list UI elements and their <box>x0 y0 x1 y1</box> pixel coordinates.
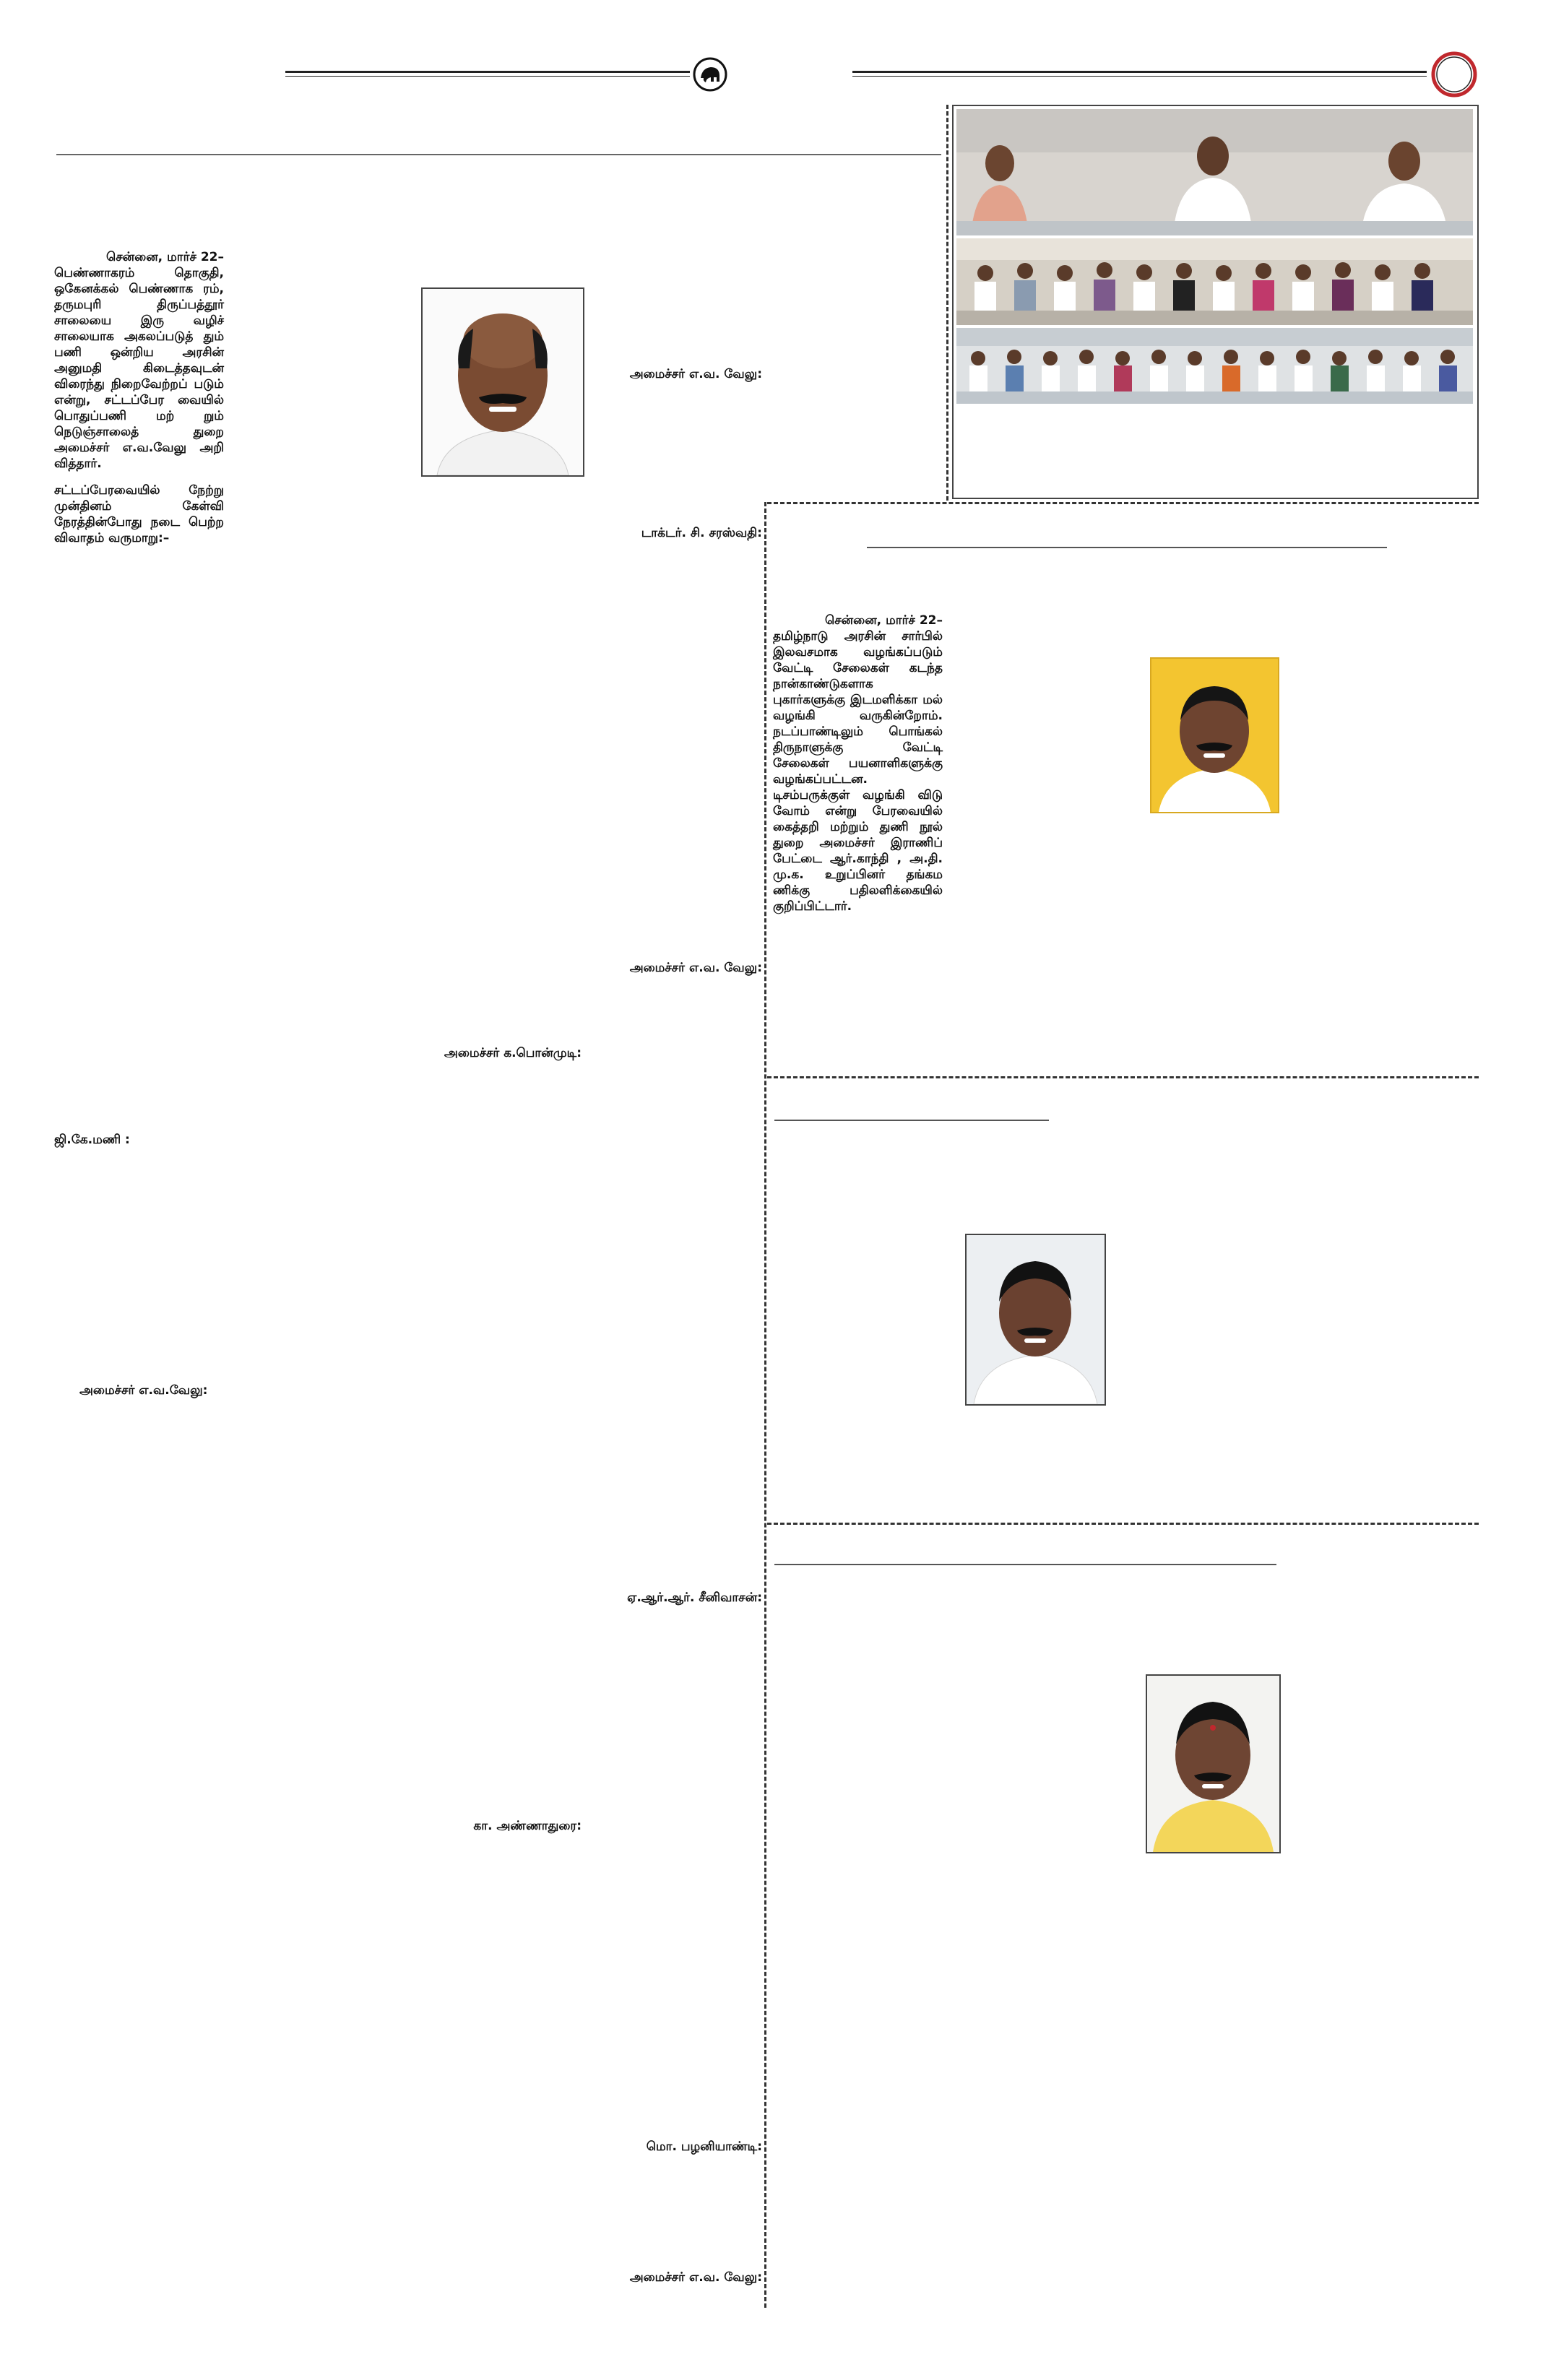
speaker-label: ஏ.ஆர்.ஆர். சீனிவாசன்: <box>627 1591 762 1605</box>
section-divider-1 <box>767 502 1479 504</box>
headline-line-article2 <box>867 547 1387 548</box>
meeting-photo-top <box>956 109 1473 235</box>
red-circle-badge-icon <box>1430 51 1478 98</box>
speaker-label: அமைச்சர் எ.வ. வேலு: <box>629 961 762 975</box>
member-portrait-4 <box>1146 1674 1281 1853</box>
headline-line-article3 <box>774 1120 1049 1121</box>
column-divider-main <box>764 502 766 2308</box>
meeting-photo-frame <box>952 105 1479 499</box>
header-rule-right <box>852 71 1427 73</box>
speaker-label: அமைச்சர் எ.வ. வேலு: <box>629 2270 762 2285</box>
header-rule-right-thin <box>852 76 1427 77</box>
speaker-label: அமைச்சர் எ.வ. வேலு: <box>629 367 762 381</box>
header-rule-left-thin <box>285 76 690 77</box>
meeting-photo-middle <box>956 238 1473 325</box>
article1-body2: சட்டப்பேரவையில் நேற்று முன்தினம் கேள்வி நேரத்தின்போது நடை பெற்ற விவாதம் வருமாறு:– <box>54 483 224 545</box>
elephant-emblem-icon <box>692 56 728 92</box>
article1-dateline: சென்னை, மார்ச் 22– <box>105 250 224 264</box>
article2-dateline: சென்னை, மார்ச் 22– <box>824 613 943 628</box>
speaker-label: டாக்டர். சி. சரஸ்வதி: <box>641 526 762 540</box>
meeting-photo-bottom <box>956 328 1473 404</box>
speaker-label: அமைச்சர் எ.வ.வேலு: <box>79 1383 208 1398</box>
minister-portrait-2 <box>1150 657 1279 813</box>
speaker-label: கா. அண்ணாதுரை: <box>473 1819 582 1833</box>
headline-line-article4 <box>774 1564 1276 1565</box>
article2-body: தமிழ்நாடு அரசின் சார்பில் இலவசமாக வழங்கப்படும் வேட்டி சேலைகள் கடந்த நான்காண்டுகளாக புகார்களுக்கு இடமளிக்கா மல் வழங்கி வருகின்றோம். நடப்பாண்டிலும் பொங்கல் திருநாளுக்கு வேட்டி சேலைகள் பயனாளிகளுக்கு வழங்கப்பட்டன. டிசம்பருக்குள் வழங்கி விடு வோம் என்று பேரவையில் கைத்தறி மற்றும் துணி நூல் துறை அமைச்சர் இராணிப் பேட்டை ஆர்.காந்தி , அ.தி. மு.க. உறுப்பினர் தங்கம ணிக்கு பதிலளிக்கையில் குறிப்பிட்டார். <box>773 629 943 914</box>
headline-underline <box>56 154 941 155</box>
photo-box-divider <box>946 105 948 501</box>
member-portrait-3 <box>965 1234 1106 1406</box>
speaker-label: மொ. பழனியாண்டி: <box>646 2139 762 2154</box>
minister-portrait-1 <box>421 287 584 477</box>
speaker-label: அமைச்சர் க.பொன்முடி: <box>444 1046 582 1060</box>
article1-body: பெண்ணாகரம் தொகுதி, ஒகேனக்கல் பெண்ணாக ரம், தருமபுரி திருப்பத்தூர் சாலையை இரு வழிச் சாலையாக அகலப்படுத் தும் பணி ஒன்றிய அரசின் அனுமதி கிடைத்தவுடன் விரைந்து நிறைவேற்றப் படும் என்று, சட்டப்பேர வையில் பொதுப்பணி மற் றும் நெடுஞ்சாலைத் துறை அமைச்சர் எ.வ.வேலு அறி வித்தார். <box>54 266 224 471</box>
section-divider-2 <box>767 1076 1479 1078</box>
speaker-label: ஜி.கே.மணி : <box>54 1133 130 1147</box>
section-divider-3 <box>767 1523 1479 1525</box>
header-rule-left <box>285 71 690 73</box>
